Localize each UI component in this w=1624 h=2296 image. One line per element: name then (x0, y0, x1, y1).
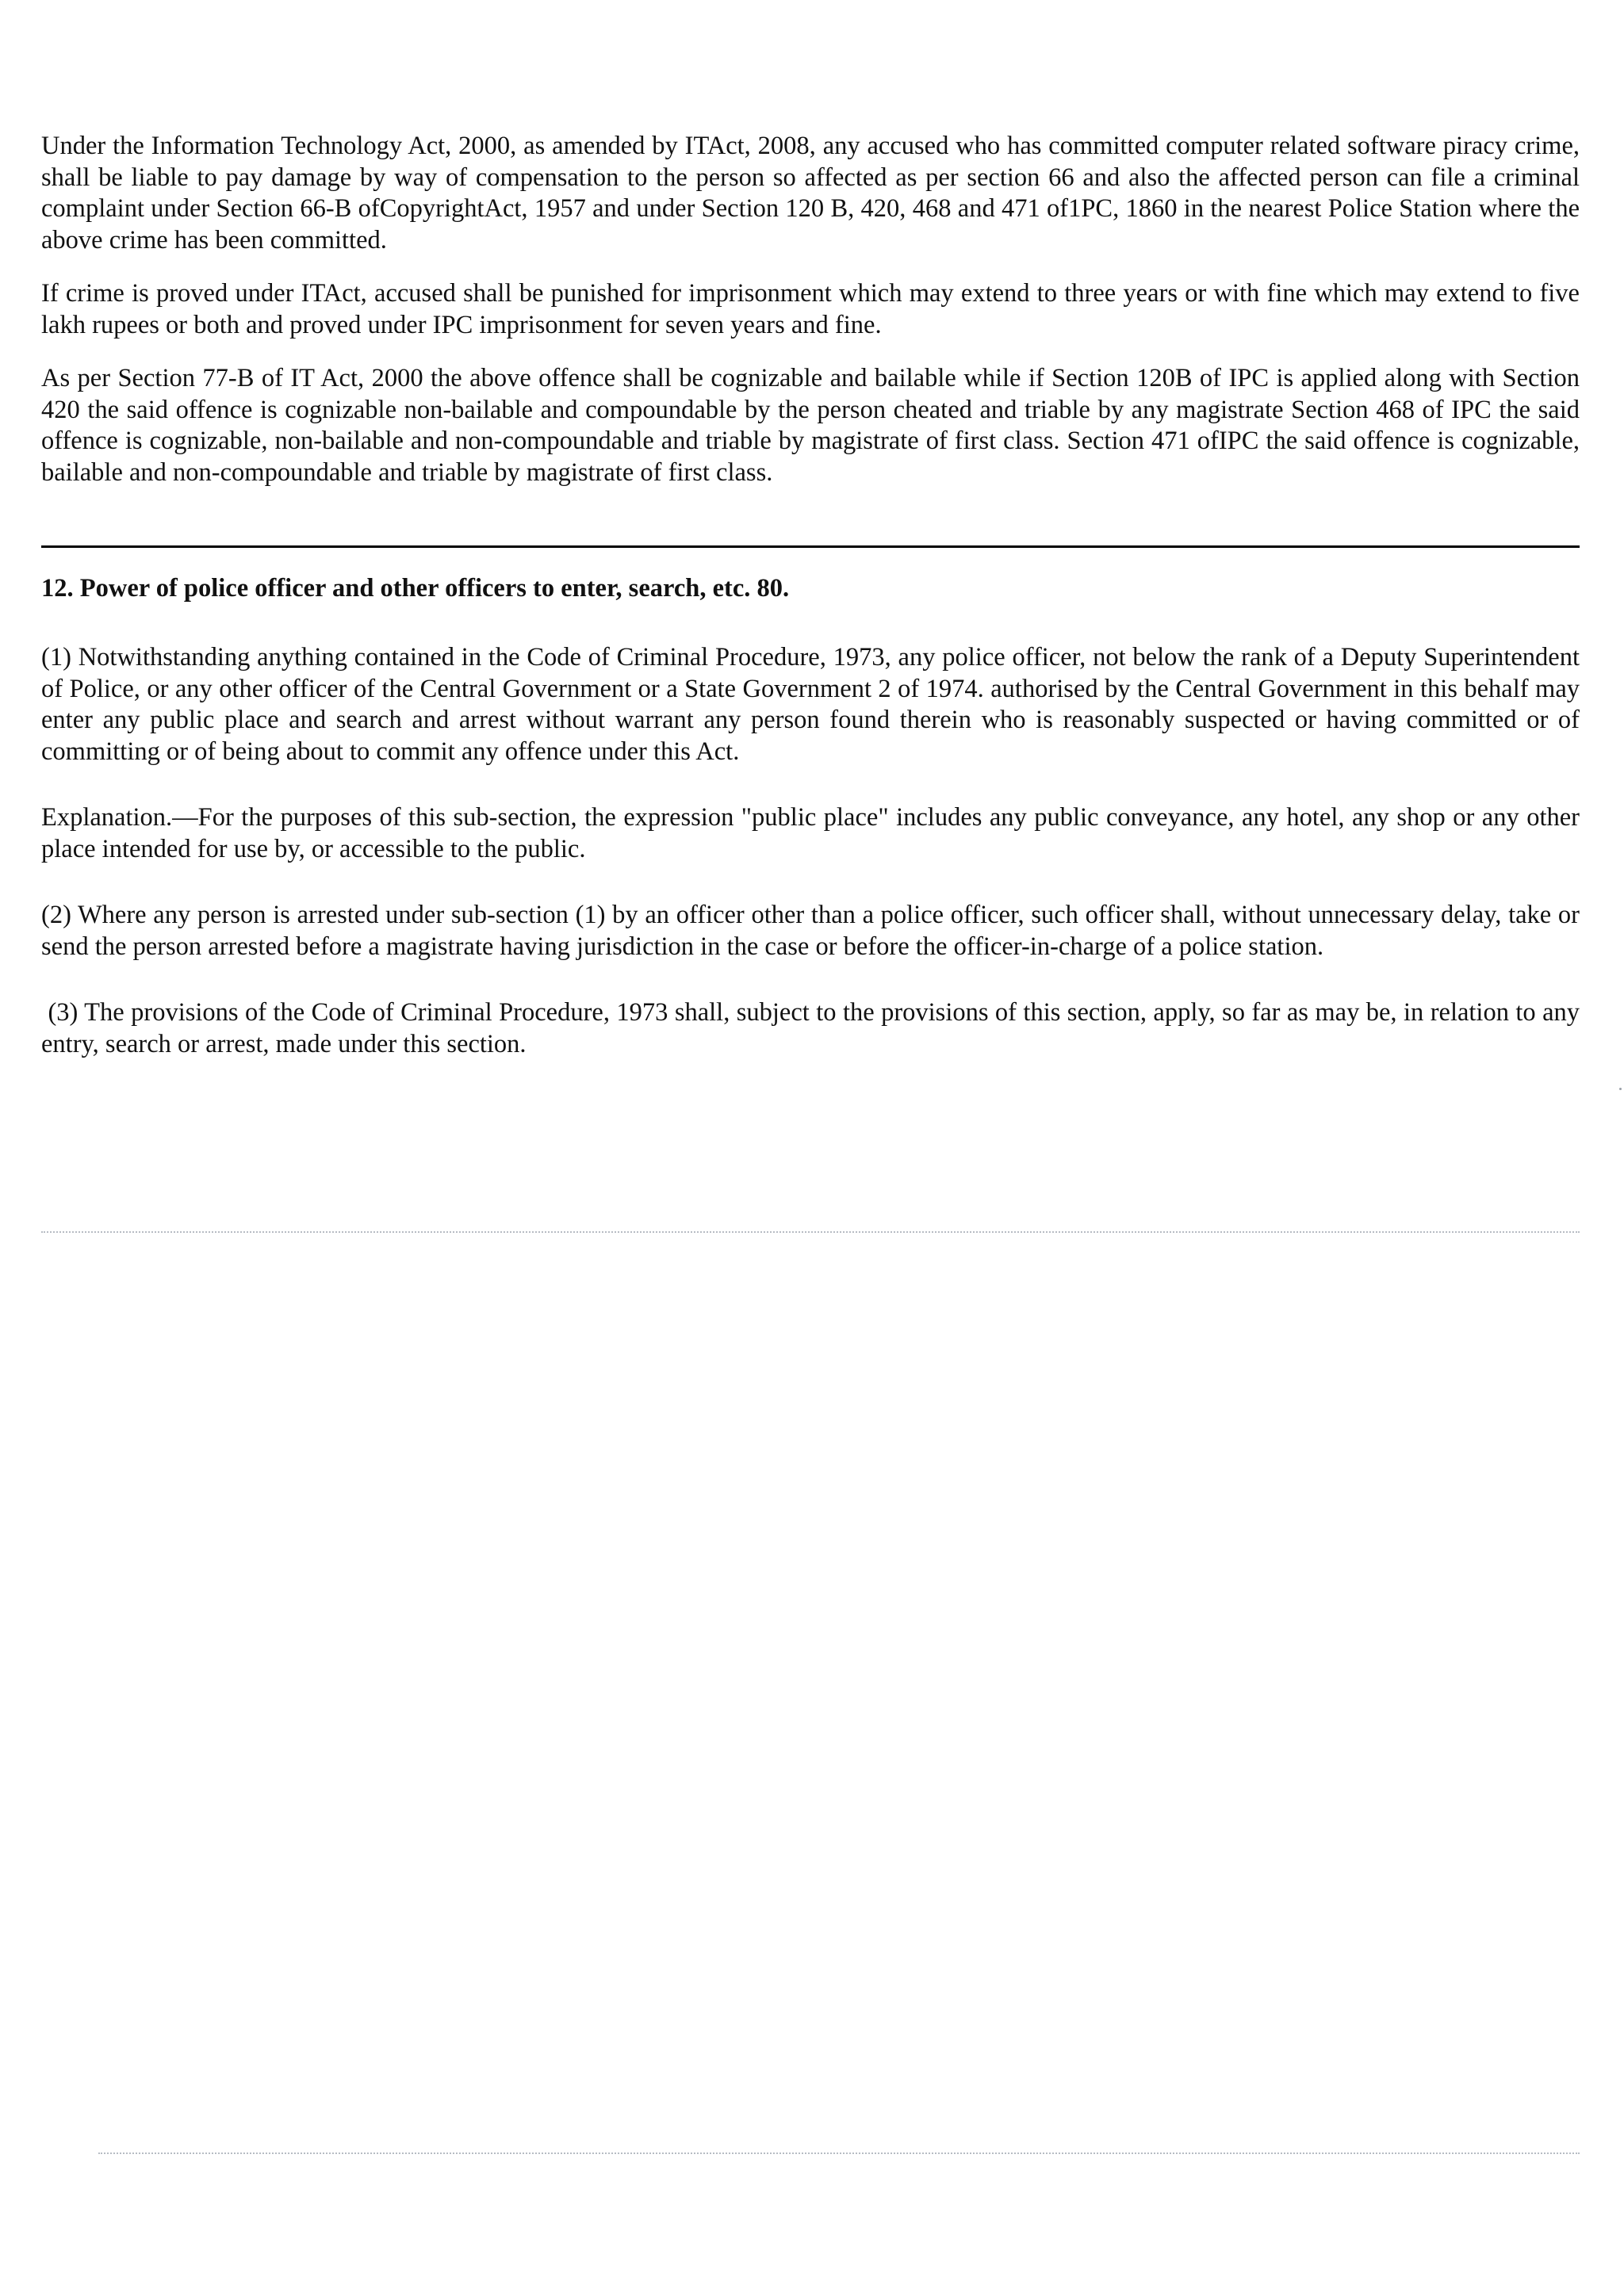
section-paragraph-2: (2) Where any person is arrested under sub-section (1) by an officer other than a police officer, such officer shall, without unnecessary delay, take or send the person arrested before a magistrate having jurisdiction in the case or before the officer-in-charge of a police station. (41, 901, 1580, 961)
section-12 (41, 572, 1587, 1095)
section-heading: 12. Power of police officer and other officers to enter, search, etc. 80. (41, 574, 790, 603)
section-paragraph-1: (1) Notwithstanding anything contained in the Code of Criminal Procedure, 1973, any police officer, not below the rank of a Deputy Superintendent of Police, or any other officer of the Central Government or a State Government 2 of 1974. authorised by the Central Government in this behalf may enter any public place and search and arrest without warrant any person found therein who is reasonably suspected or having committed or of committing or of being about to commit any offence under this Act. (41, 643, 1580, 766)
intro-paragraph-1: Under the Information Technology Act, 2000, as amended by ITAct, 2008, any accused who has committed computer related software piracy crime, shall be liable to pay damage by way of compensation to the person so affected as per section 66 and also the affected person can file a criminal complaint under Section 66-B ofCopyrightAct, 1957 and under Section 120 B, 420, 468 and 471 of1PC, 1860 in the nearest Police Station where the above crime has been committed. (41, 132, 1580, 254)
intro-paragraph-3: As per Section 77-B of IT Act, 2000 the above offence shall be cognizable and bailable while if Section 120B of IPC is applied along with Section 420 the said offence is cognizable non-bailable and compoundable by the person cheated and triable by any magistrate Section 468 of IPC the said offence is cognizable, non-bailable and non-compoundable and triable by magistrate of first class. Section 471 ofIPC the said offence is cognizable, bailable and non-compoundable and triable by magistrate of first class. (41, 364, 1580, 487)
intro-paragraph-2: If crime is proved under ITAct, accused shall be punished for imprisonment which may extend to three years or with fine which may extend to five lakh rupees or both and proved under IPC imprisonment for seven years and fine. (41, 279, 1580, 339)
section-paragraph-3: (3) The provisions of the Code of Criminal Procedure, 1973 shall, subject to the provisions of this section, apply, so far as may be, in relation to any entry, search or arrest, made under this section. (41, 998, 1587, 1058)
section-explanation: Explanation.—For the purposes of this sub-section, the expression "public place" includes any public conveyance, any hotel, any shop or any other place intended for use by, or accessible to the public. (41, 803, 1580, 863)
dotted-separator-top (41, 1231, 1580, 1233)
section-divider (41, 545, 1580, 548)
stray-mark (1619, 1088, 1622, 1090)
dotted-separator-bottom (98, 2152, 1580, 2154)
intro-block (41, 131, 1580, 511)
